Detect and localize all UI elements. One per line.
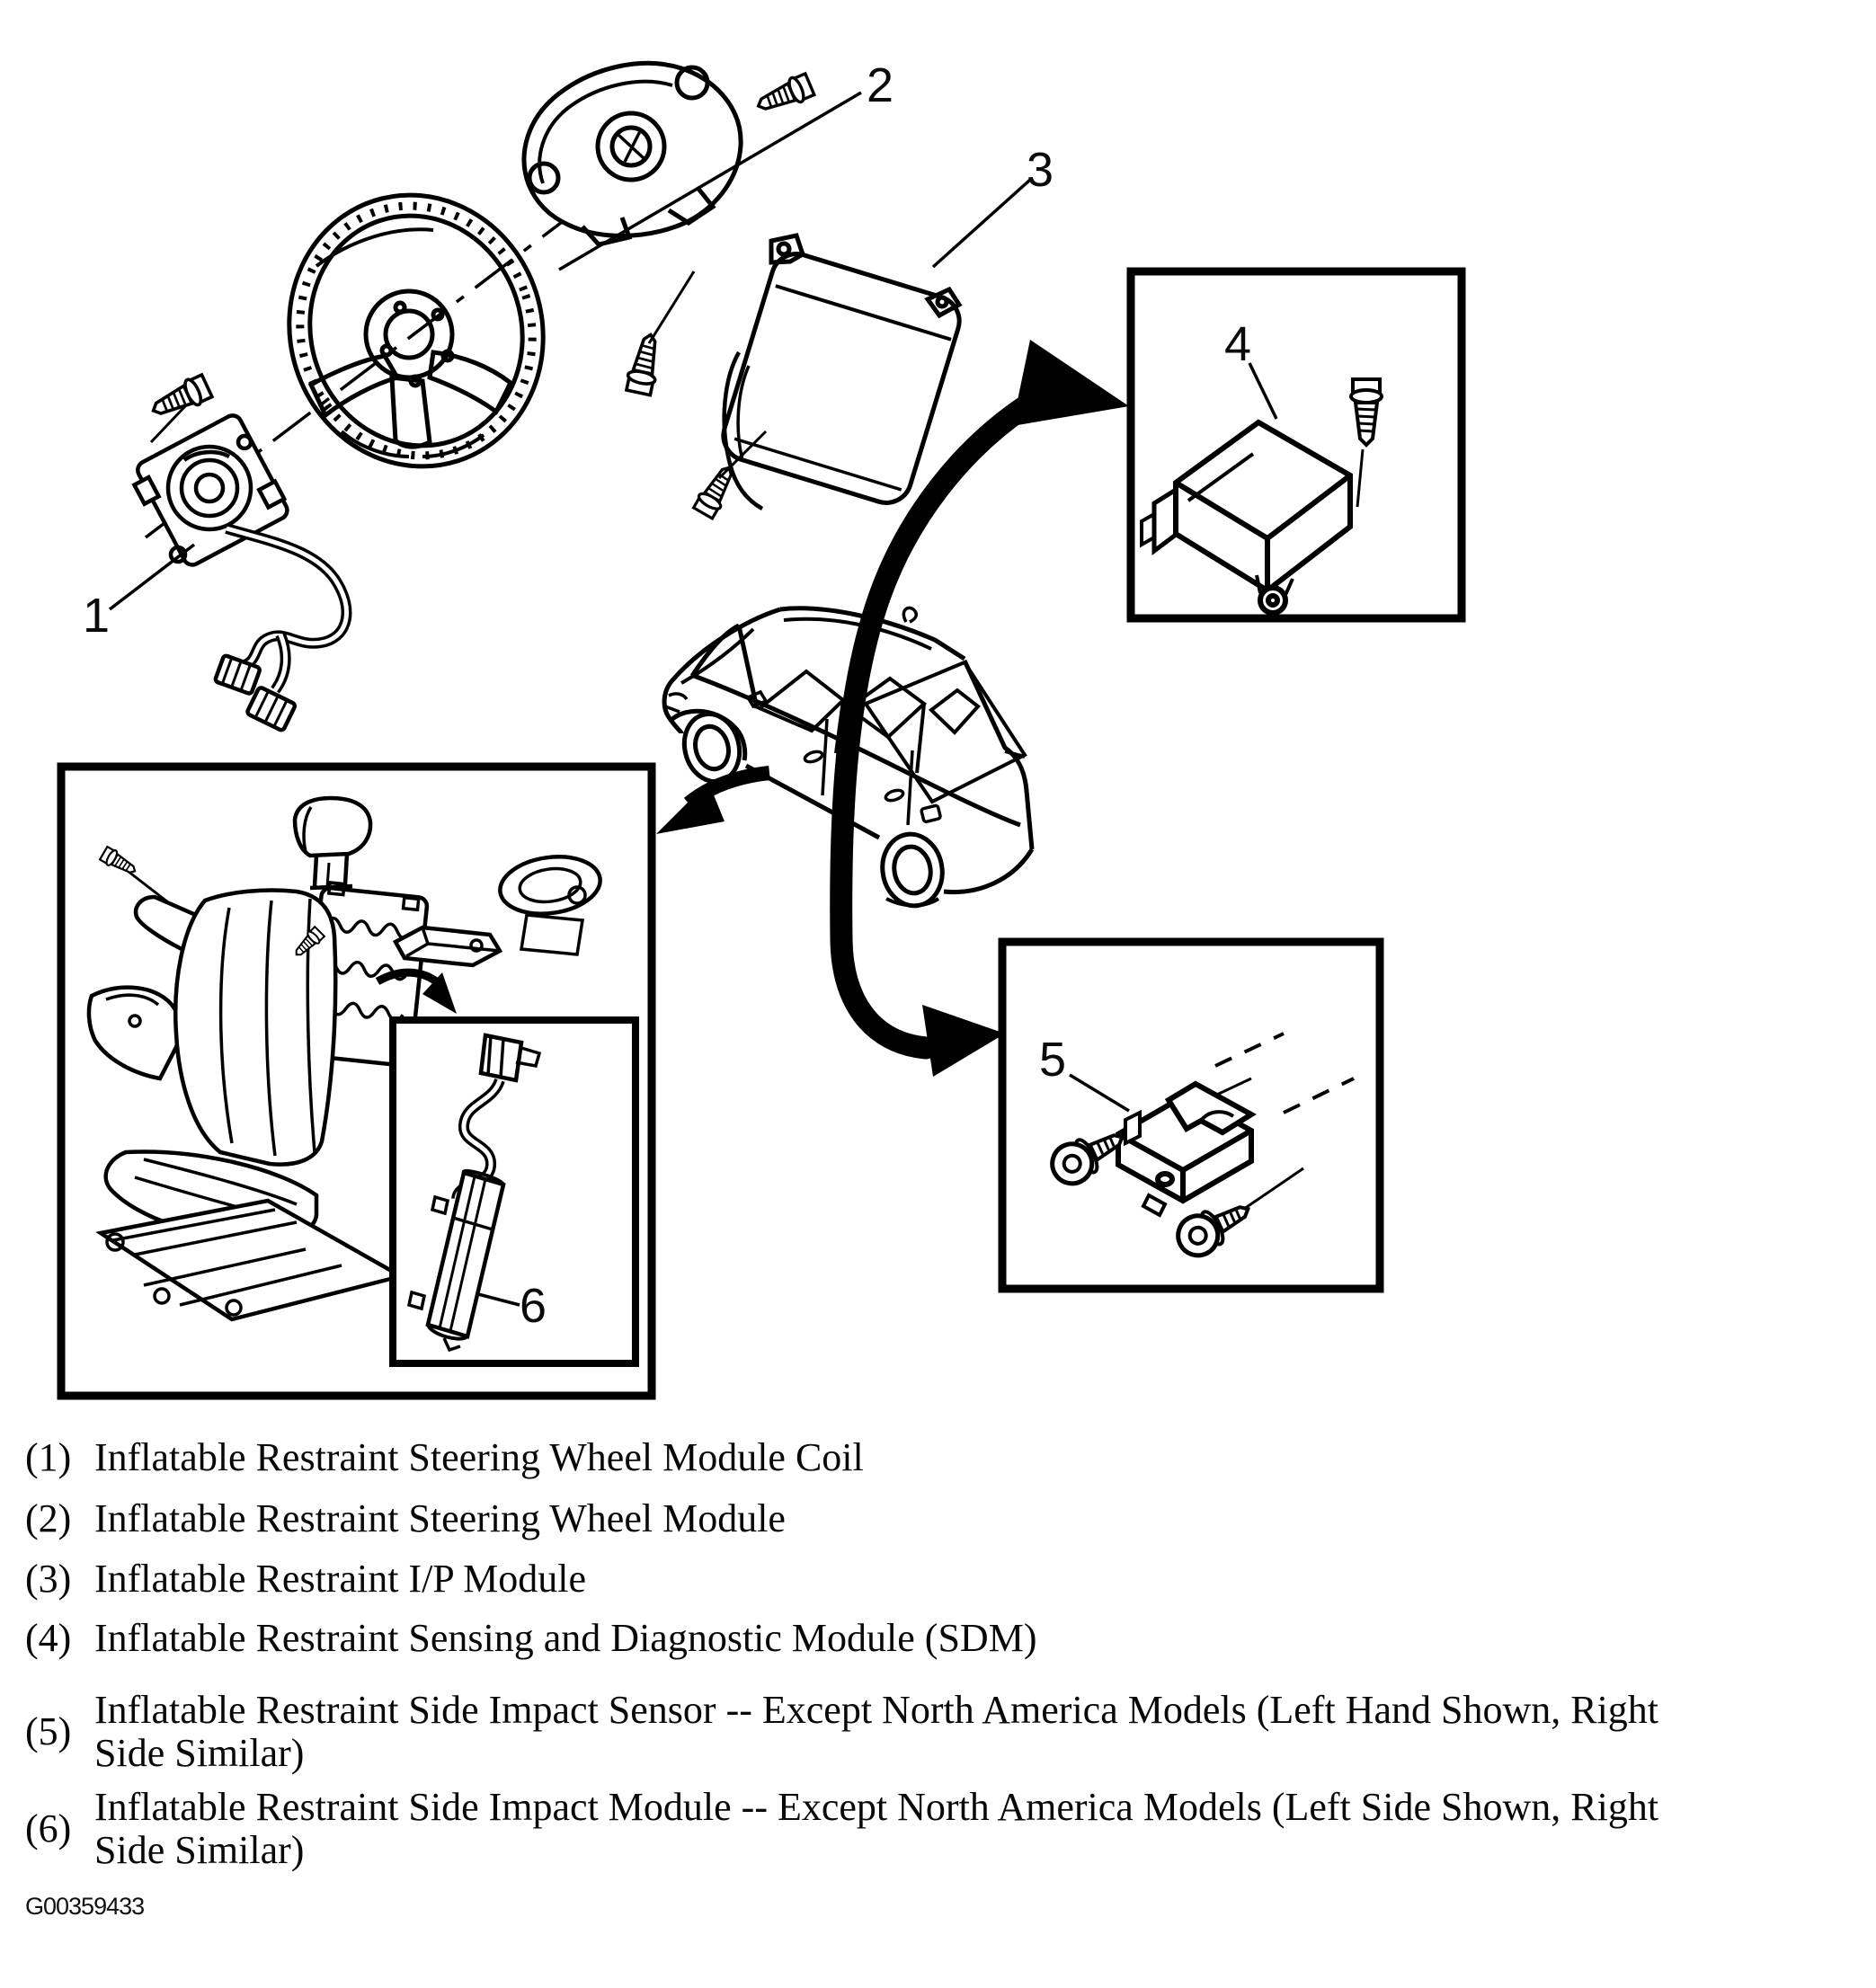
- legend-number: (6): [25, 1806, 72, 1850]
- legend-label: Inflatable Restraint Steering Wheel Module Coil: [94, 1435, 864, 1479]
- legend-label: Inflatable Restraint Sensing and Diagnostic Module (SDM): [94, 1616, 1037, 1660]
- callout-1: 1: [83, 589, 111, 643]
- callout-5: 5: [1039, 1033, 1067, 1087]
- callout-4: 4: [1224, 317, 1252, 371]
- callout-2: 2: [867, 58, 894, 112]
- legend-number: (2): [25, 1496, 72, 1540]
- legend-number: (5): [25, 1709, 72, 1753]
- legend-item-3: [25, 1558, 586, 1601]
- legend-item-1: [25, 1436, 864, 1479]
- legend-item-5: [25, 1689, 1658, 1775]
- legend-label: Inflatable Restraint Steering Wheel Module: [94, 1496, 786, 1540]
- legend-number: (3): [25, 1557, 72, 1601]
- callout-3: 3: [1027, 143, 1054, 197]
- legend-item-6: [25, 1786, 1658, 1872]
- legend-label: Inflatable Restraint Side Impact Sensor -- Except North America Models (Left Hand Shown, Right: [94, 1688, 1659, 1732]
- legend-item-2: [25, 1497, 786, 1540]
- legend-number: (4): [25, 1616, 72, 1660]
- legend-label-wrap: Side Similar): [94, 1731, 305, 1775]
- legend-item-4: [25, 1617, 1036, 1660]
- legend-label: Inflatable Restraint I/P Module: [94, 1557, 587, 1601]
- legend-label: Inflatable Restraint Side Impact Module -- Except North America Models (Left Side Shown, Right: [94, 1785, 1659, 1829]
- legend-label-wrap: Side Similar): [94, 1828, 305, 1872]
- figure-code: G00359433: [25, 1893, 145, 1920]
- legend-number: (1): [25, 1435, 72, 1479]
- callout-6: 6: [520, 1279, 547, 1333]
